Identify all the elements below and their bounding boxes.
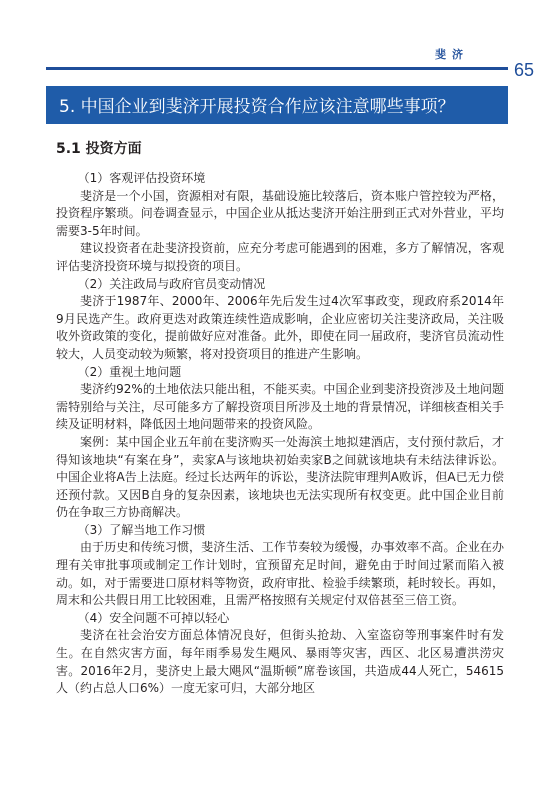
chapter-title: 5. 中国企业到斐济开展投资合作应该注意哪些事项？: [59, 97, 455, 117]
paragraph: 斐济在社会治安方面总体情况良好，但街头抢劫、入室盗窃等刑事案件时有发生。在自然灾害方面，每年雨季易发生飓风、暴雨等灾害，西区、北区易遭洪涝灾害。2016年2月，斐济史上最大飓风“温斯顿”席卷该国，共造成44人死亡，54615人（约占总人口6%）一度无家可归，大部分地区: [56, 628, 504, 696]
header-rule: [46, 67, 508, 70]
paragraph: 建议投资者在赴斐济投资前，应充分考虑可能遇到的困难，多方了解情况，客观评估斐济投资环境与拟投资的项目。: [56, 241, 504, 273]
case-paragraph: 案例：某中国企业五年前在斐济购买一处海滨土地拟建酒店，支付预付款后，才得知该地块“有案在身”，卖家A与该地块初始卖家B之间就该地块有未结法律诉讼。中国企业将A告上法庭。经过长达两年的诉讼，斐济法院审理判A败诉，但A已无力偿还预付款。又因B自身的复杂因素，该地块也无法实现所有权变更。此中国企业目前仍在争取三方协商解决。: [56, 434, 504, 520]
paragraph: 斐济于1987年、2000年、2006年先后发生过4次军事政变，现政府系2014年9月民选产生。政府更迭对政策连续性造成影响，企业应密切关注斐济政局，关注吸收外资政策的变化，提前做好应对准备。此外，即使在同一届政府，斐济官员流动性较大，人员变动较为频繁，将对投资项目的推进产生影响。: [56, 294, 504, 361]
subheading-2: （2）关注政局与政府官员变动情况: [77, 276, 266, 291]
subheading-1: （1）客观评估投资环境: [77, 171, 206, 185]
chapter-banner: [46, 86, 508, 124]
page-number: 65: [514, 60, 535, 80]
paragraph: 由于历史和传统习惯，斐济生活、工作节奏较为缓慢，办事效率不高。企业在办理有关审批事项或制定工作计划时，宜预留充足时间，避免由于时间过紧而陷入被动。如，对于需要进口原材料等物资，政府审批、检验手续繁琐，耗时较长。再如，周末和公共假日用工比较困难，且需严格按照有关规定付双倍甚至三倍工资。: [56, 540, 504, 608]
subheading-5: （4）安全问题不可掉以轻心: [77, 610, 230, 625]
body-text: [56, 170, 504, 698]
paragraph: 斐济是一个小国，资源相对有限，基础设施比较落后，资本账户管控较为严格，投资程序繁琐。问卷调查显示，中国企业从抵达斐济开始注册到正式对外营业，平均需要3-5年时间。: [56, 188, 504, 238]
section-heading: 5.1 投资方面: [56, 141, 142, 157]
subheading-3: （2）重视土地问题: [77, 364, 182, 379]
subheading-4: （3）了解当地工作习惯: [77, 522, 206, 537]
paragraph: 斐济约92%的土地依法只能出租，不能买卖。中国企业到斐济投资涉及土地问题需特别给与关注，尽可能多方了解投资项目所涉及土地的背景情况，详细核查相关手续及证明材料，降低因土地问题带来的投资风险。: [56, 382, 504, 432]
running-header-title: 斐济: [435, 48, 469, 61]
